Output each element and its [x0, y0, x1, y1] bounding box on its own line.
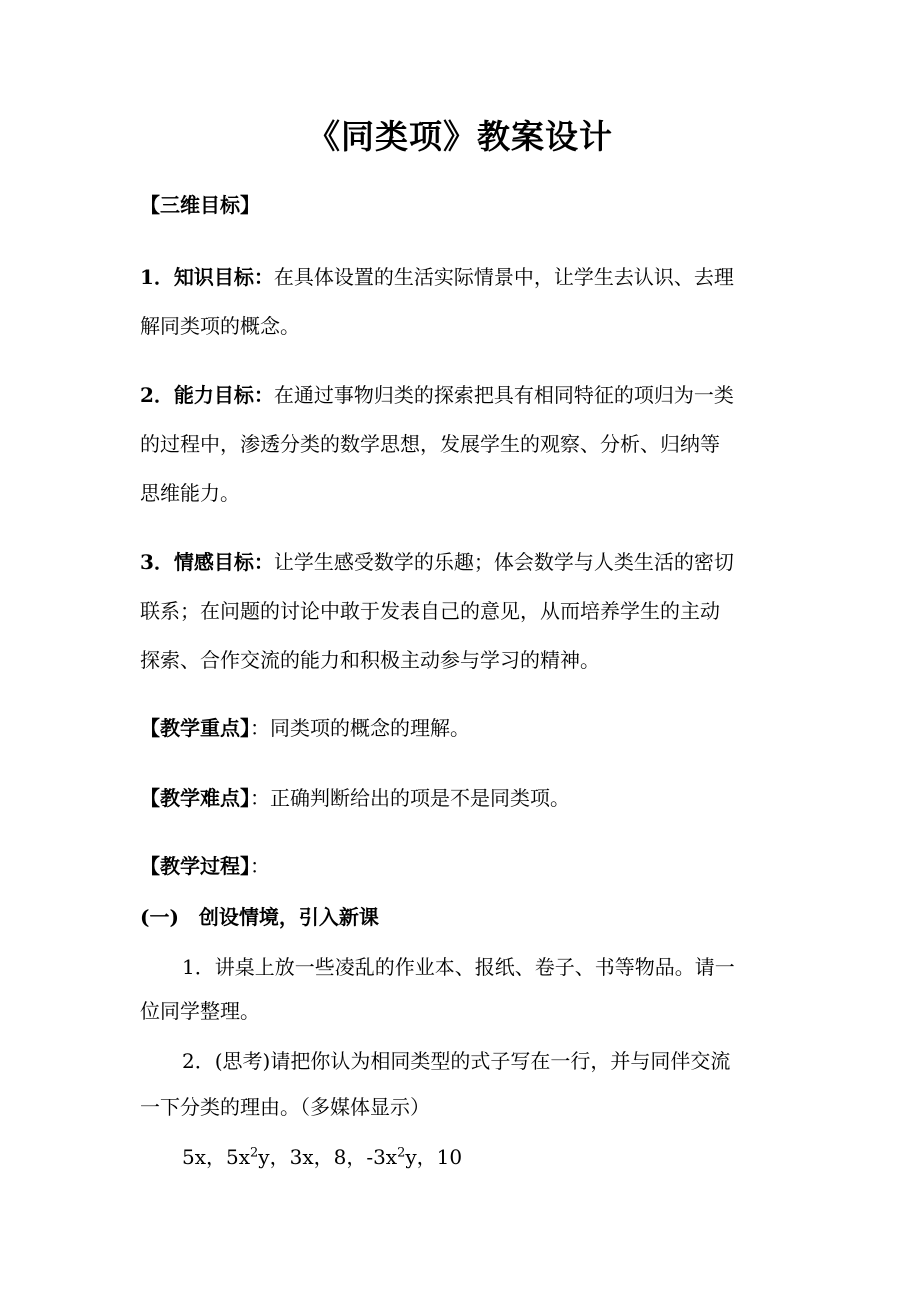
key-point-text: ：同类项的概念的理解。 [250, 716, 470, 740]
process-line [140, 852, 270, 880]
key-point-label: 【教学重点】 [140, 716, 250, 740]
step1-item2-line1: 2．(思考)请把你认为相同类型的式子写在一行，并与同伴交流 [182, 1049, 731, 1073]
step1-item1-line1: 1．讲桌上放一些凌乱的作业本、报纸、卷子、书等物品。请一 [182, 955, 735, 979]
goal3-line2: 联系；在问题的讨论中敢于发表自己的意见，从而培养学生的主动 [140, 599, 720, 623]
goal1-label: 1．知识目标： [140, 265, 274, 289]
step1-heading: (一) 创设情境，引入新课 [140, 905, 379, 929]
step1-item1-line2: 位同学整理。 [140, 999, 260, 1023]
goal2-line3: 思维能力。 [140, 481, 240, 505]
goal3-text: 让学生感受数学的乐趣；体会数学与人类生活的密切 [273, 550, 734, 574]
formula-part3: y，10 [405, 1145, 463, 1169]
goal1-text: 在具体设置的生活实际情景中，让学生去认识、去理 [273, 265, 734, 289]
formula-line [182, 1143, 462, 1171]
process-suffix: ： [250, 854, 270, 878]
step1-item2-line2: 一下分类的理由。（多媒体显示） [140, 1095, 430, 1119]
goal2-line2: 的过程中，渗透分类的数学思想，发展学生的观察、分析、归纳等 [140, 432, 720, 456]
document-title: 《同类项》教案设计 [307, 117, 613, 156]
formula-part2: y，3x，8，-3x [258, 1145, 398, 1169]
formula-part1: 5x，5x [182, 1145, 251, 1169]
formula-sup1: 2 [250, 1145, 259, 1161]
goal3-label: 3．情感目标： [140, 550, 274, 574]
process-label: 【教学过程】 [140, 854, 250, 878]
formula-sup2: 2 [397, 1145, 406, 1161]
goal1-line1 [140, 263, 734, 291]
difficulty-label: 【教学难点】 [140, 786, 250, 810]
goal3-line3: 探索、合作交流的能力和积极主动参与学习的精神。 [140, 648, 600, 672]
goal3-line1 [140, 548, 734, 576]
difficulty-line [140, 784, 570, 812]
section-goals-heading: 【三维目标】 [140, 193, 260, 217]
goal2-label: 2．能力目标： [140, 383, 274, 407]
goal2-line1 [140, 381, 734, 409]
difficulty-text: ：正确判断给出的项是不是同类项。 [250, 786, 570, 810]
goal1-line2: 解同类项的概念。 [140, 314, 300, 338]
goal2-text: 在通过事物归类的探索把具有相同特征的项归为一类 [273, 383, 734, 407]
key-point-line [140, 714, 470, 742]
